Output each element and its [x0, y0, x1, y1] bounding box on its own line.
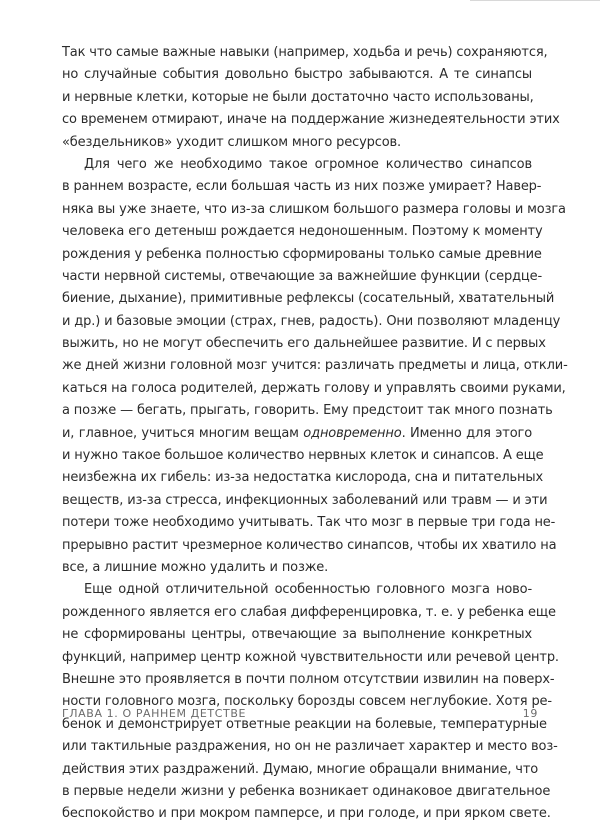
- text-line: прерывно растит чрезмерное количество синапсов, чтобы их хватило на: [62, 537, 557, 553]
- text-line: человека его детеныш рождается недоношенным. Поэтому к моменту: [62, 224, 543, 240]
- text-line-mixed: [62, 423, 532, 445]
- text-line: функций, например центр кожной чувствительности или речевой центр.: [62, 649, 559, 665]
- page-number: 19: [522, 707, 538, 720]
- text-line: со временем отмирают, иначе на поддержание жизнедеятельности этих: [62, 112, 560, 128]
- text-line: в первые недели жизни у ребенка возникает одинаковое двигательное: [62, 783, 551, 799]
- text-line: ности головного мозга, поскольку борозды совсем неглубокие. Хотя ре-: [62, 694, 552, 710]
- text-line: но случайные события довольно быстро забываются. А те синапсы: [62, 67, 532, 83]
- text-line: выжить, но не могут обеспечить его дальнейшее развитие. И с первых: [62, 336, 546, 352]
- text-line: Для чего же необходимо такое огромное количество синапсов: [84, 156, 532, 172]
- running-footer-chapter: ГЛАВА 1. О РАННЕМ ДЕТСТВЕ: [62, 707, 247, 720]
- text-line: биение, дыхание), примитивные рефлексы (сосательный, хватательный: [62, 291, 555, 307]
- top-edge-rule: [470, 0, 600, 1]
- text-line: бенок и демонстрирует ответные реакции на болевые, температурные: [62, 716, 547, 732]
- text-fragment: и, главное, учиться многим вещам: [62, 425, 304, 441]
- text-line: же дней жизни головной мозг учится: различать предметы и лица, откли-: [62, 358, 568, 374]
- text-line: рожденного является его слабая дифференцировка, т. е. у ребенка еще: [62, 604, 556, 620]
- italic-emphasis: одновременно: [303, 425, 402, 441]
- text-line: а позже — бегать, прыгать, говорить. Ему предстоит так много познать: [62, 403, 553, 419]
- text-fragment: . Именно для этого: [401, 425, 532, 441]
- text-line: в раннем возрасте, если большая часть из них позже умирает? Навер-: [62, 179, 542, 195]
- text-line: неизбежна их гибель: из-за недостатка кислорода, сна и питательных: [62, 470, 543, 486]
- text-line: Так что самые важные навыки (например, ходьба и речь) сохраняются,: [62, 45, 548, 60]
- text-line: все, а лишние можно удалить и позже.: [62, 559, 329, 575]
- text-line: действия этих раздражений. Думаю, многие обращали внимание, что: [62, 761, 539, 777]
- text-line: части нервной системы, отвечающие за важнейшие функции (сердце-: [62, 268, 542, 284]
- text-line: или тактильные раздражения, но он не различает характер и место воз-: [62, 739, 558, 755]
- text-line: «бездельников» уходит слишком много ресурсов.: [62, 134, 402, 150]
- text-line: рождения у ребенка полностью сформированы только самые древние: [62, 246, 542, 262]
- text-line: Внешне это проявляется в почти полном отсутствии извилин на поверх-: [62, 671, 555, 687]
- text-line: и др.) и базовые эмоции (страх, гнев, радость). Они позволяют младенцу: [62, 313, 561, 329]
- text-line: и нервные клетки, которые не были достаточно часто использованы,: [62, 89, 534, 105]
- text-line: няка вы уже знаете, что из-за слишком большого размера головы и мозга: [62, 201, 566, 217]
- text-line: потери тоже необходимо учитывать. Так что мозг в первые три года не-: [62, 515, 556, 531]
- text-line: и нужно такое большое количество нервных клеток и синапсов. А еще: [62, 448, 544, 464]
- text-line: каться на голоса родителей, держать голову и управлять своими руками,: [62, 380, 566, 396]
- text-line: беспокойство и при мокром памперсе, и при голоде, и при ярком свете.: [62, 806, 551, 822]
- page-footer: [62, 707, 538, 727]
- text-line: веществ, из-за стресса, инфекционных заболеваний или травм — и эти: [62, 492, 548, 508]
- text-line: не сформированы центры, отвечающие за выполнение конкретных: [62, 627, 532, 643]
- text-line: Еще одной отличительной особенностью головного мозга ново-: [84, 582, 532, 598]
